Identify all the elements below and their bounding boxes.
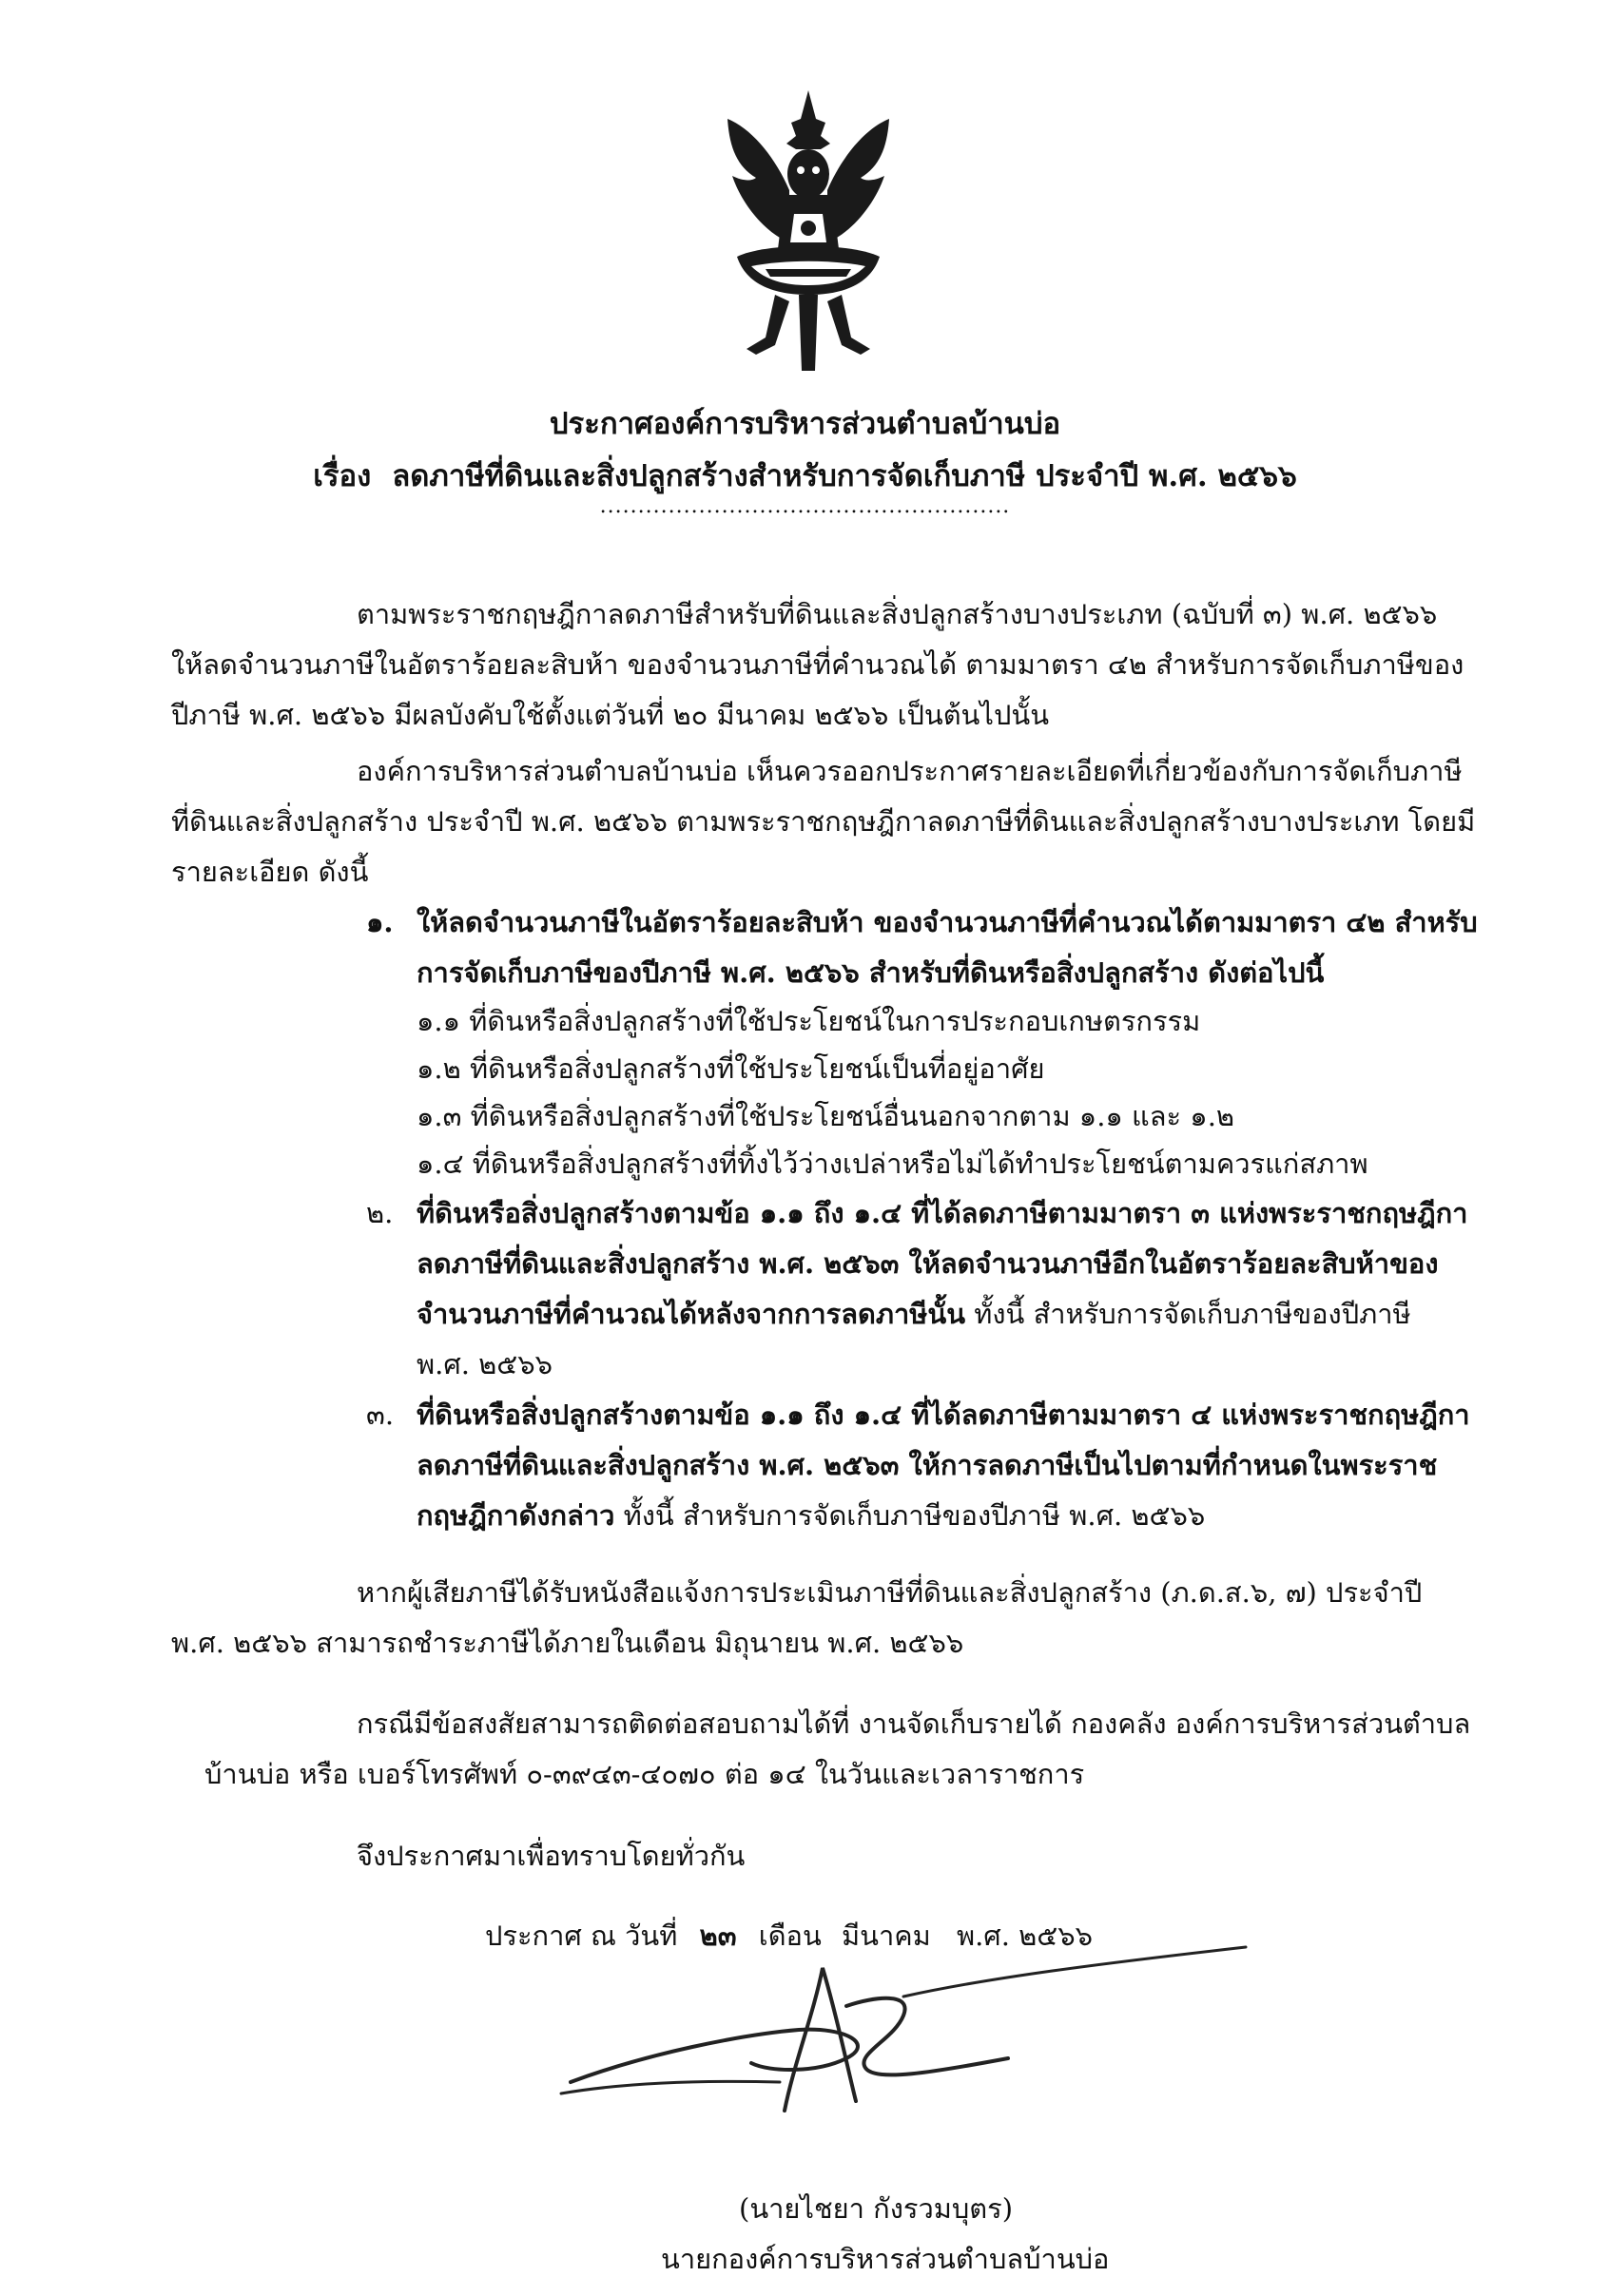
paragraph-4-line-1: กรณีมีข้อสงสัยสามารถติดต่อสอบถามได้ที่ งานจัดเก็บรายได้ กองคลัง องค์การบริหารส่วนตำบล: [357, 1708, 1471, 1740]
item-3-line-3: [417, 1494, 1205, 1537]
subject-text: ลดภาษีที่ดินและสิ่งปลูกสร้างสำหรับการจัดเก็บภาษี ประจำปี พ.ศ. ๒๕๖๖: [392, 459, 1297, 493]
paragraph-1-line-3: ปีภาษี พ.ศ. ๒๕๖๖ มีผลบังคับใช้ตั้งแต่วันที่ ๒๐ มีนาคม ๒๕๖๖ เป็นต้นไปนั้น: [171, 699, 1050, 731]
item-3-line-2: ลดภาษีที่ดินและสิ่งปลูกสร้าง พ.ศ. ๒๕๖๓ ให้การลดภาษีเป็นไปตามที่กำหนดในพระราช: [417, 1449, 1438, 1481]
paragraph-2-line-3: รายละเอียด ดังนี้: [171, 856, 369, 888]
paragraph-3-line-2: พ.ศ. ๒๕๖๖ สามารถชำระภาษีได้ภายในเดือน มิถุนายน พ.ศ. ๒๕๖๖: [171, 1627, 964, 1659]
item-2-line-3-bold: จำนวนภาษีที่คำนวณได้หลังจากการลดภาษีนั้น: [417, 1298, 966, 1330]
item-2-line-3-rest: ทั้งนี้ สำหรับการจัดเก็บภาษีของปีภาษี: [965, 1298, 1411, 1330]
dateline-year: พ.ศ. ๒๕๖๖: [956, 1920, 1094, 1952]
item-2-line-4: พ.ศ. ๒๕๖๖: [417, 1348, 553, 1380]
item-1-sub-4: ๑.๔ ที่ดินหรือสิ่งปลูกสร้างที่ทิ้งไว้ว่างเปล่าหรือไม่ได้ทำประโยชน์ตามควรแก่สภาพ: [417, 1148, 1368, 1180]
dateline-prefix: ประกาศ ณ วันที่: [485, 1920, 678, 1952]
title-separator: ......................................................: [599, 494, 1011, 518]
item-1-number: ๑.: [366, 906, 394, 938]
paragraph-1-line-1: ตามพระราชกฤษฎีกาลดภาษีสำหรับที่ดินและสิ่งปลูกสร้างบางประเภท (ฉบับที่ ๓) พ.ศ. ๒๕๖๖: [357, 598, 1438, 630]
signature-icon: [533, 1939, 1255, 2130]
item-2-line-1: ที่ดินหรือสิ่งปลูกสร้างตามข้อ ๑.๑ ถึง ๑.๔ ที่ได้ลดภาษีตามมาตรา ๓ แห่งพระราชกฤษฎีกา: [417, 1197, 1468, 1229]
item-3-number: ๓.: [366, 1399, 395, 1431]
subject-label: เรื่อง: [313, 459, 372, 493]
item-1-line-2: การจัดเก็บภาษีของปีภาษี พ.ศ. ๒๕๖๖ สำหรับที่ดินหรือสิ่งปลูกสร้าง ดังต่อไปนี้: [417, 956, 1325, 989]
signatory-position: นายกองค์การบริหารส่วนตำบลบ้านบ่อ: [661, 2243, 1110, 2275]
paragraph-4-line-2: บ้านบ่อ หรือ เบอร์โทรศัพท์ ๐-๓๙๔๓-๔๐๗๐ ต่อ ๑๔ ในวันและเวลาราชการ: [204, 1758, 1085, 1790]
announcement-subject: [0, 452, 1610, 499]
item-2-line-2: ลดภาษีที่ดินและสิ่งปลูกสร้าง พ.ศ. ๒๕๖๓ ให้ลดจำนวนภาษีอีกในอัตราร้อยละสิบห้าของ: [417, 1247, 1439, 1280]
paragraph-3-line-1: หากผู้เสียภาษีได้รับหนังสือแจ้งการประเมินภาษีที่ดินและสิ่งปลูกสร้าง (ภ.ด.ส.๖, ๗) ประจำปี: [357, 1576, 1423, 1609]
item-2-number: ๒.: [366, 1197, 394, 1229]
item-1-sub-2: ๑.๒ ที่ดินหรือสิ่งปลูกสร้างที่ใช้ประโยชน์เป็นที่อยู่อาศัย: [417, 1052, 1045, 1085]
item-1-line-1: ให้ลดจำนวนภาษีในอัตราร้อยละสิบห้า ของจำนวนภาษีที่คำนวณได้ตามมาตรา ๔๒ สำหรับ: [417, 906, 1478, 938]
dateline-month-label: เดือน: [758, 1920, 822, 1952]
announcement-title: ประกาศองค์การบริหารส่วนตำบลบ้านบ่อ: [549, 407, 1061, 441]
item-3-line-1: ที่ดินหรือสิ่งปลูกสร้างตามข้อ ๑.๑ ถึง ๑.๔ ที่ได้ลดภาษีตามมาตรา ๔ แห่งพระราชกฤษฎีกา: [417, 1399, 1470, 1431]
paragraph-1-line-2: ให้ลดจำนวนภาษีในอัตราร้อยละสิบห้า ของจำนวนภาษีที่คำนวณได้ ตามมาตรา ๔๒ สำหรับการจัดเก็บภาษีของ: [171, 648, 1465, 681]
signatory-name: (นายไชยา กังรวมบุตร): [739, 2192, 1014, 2225]
item-2-line-3: [417, 1292, 1411, 1336]
closing-statement: จึงประกาศมาเพื่อทราบโดยทั่วกัน: [357, 1840, 746, 1872]
item-3-line-3-bold: กฤษฎีกาดังกล่าว: [417, 1499, 615, 1532]
item-1-sub-1: ๑.๑ ที่ดินหรือสิ่งปลูกสร้างที่ใช้ประโยชน์ในการประกอบเกษตรกรรม: [417, 1005, 1201, 1037]
item-1-sub-3: ๑.๓ ที่ดินหรือสิ่งปลูกสร้างที่ใช้ประโยชน์อื่นนอกจากตาม ๑.๑ และ ๑.๒: [417, 1100, 1235, 1132]
item-3-line-3-rest: ทั้งนี้ สำหรับการจัดเก็บภาษีของปีภาษี พ.ศ. ๒๕๖๖: [614, 1499, 1206, 1532]
dateline-month: มีนาคม: [842, 1920, 931, 1952]
dateline-day: ๒๓: [699, 1920, 737, 1952]
garuda-emblem-icon: [708, 90, 908, 376]
paragraph-2-line-1: องค์การบริหารส่วนตำบลบ้านบ่อ เห็นควรออกประกาศรายละเอียดที่เกี่ยวข้องกับการจัดเก็บภาษี: [357, 755, 1463, 787]
paragraph-2-line-2: ที่ดินและสิ่งปลูกสร้าง ประจำปี พ.ศ. ๒๕๖๖ ตามพระราชกฤษฎีกาลดภาษีที่ดินและสิ่งปลูกสร้างบางประเภท โดยมี: [171, 805, 1476, 838]
